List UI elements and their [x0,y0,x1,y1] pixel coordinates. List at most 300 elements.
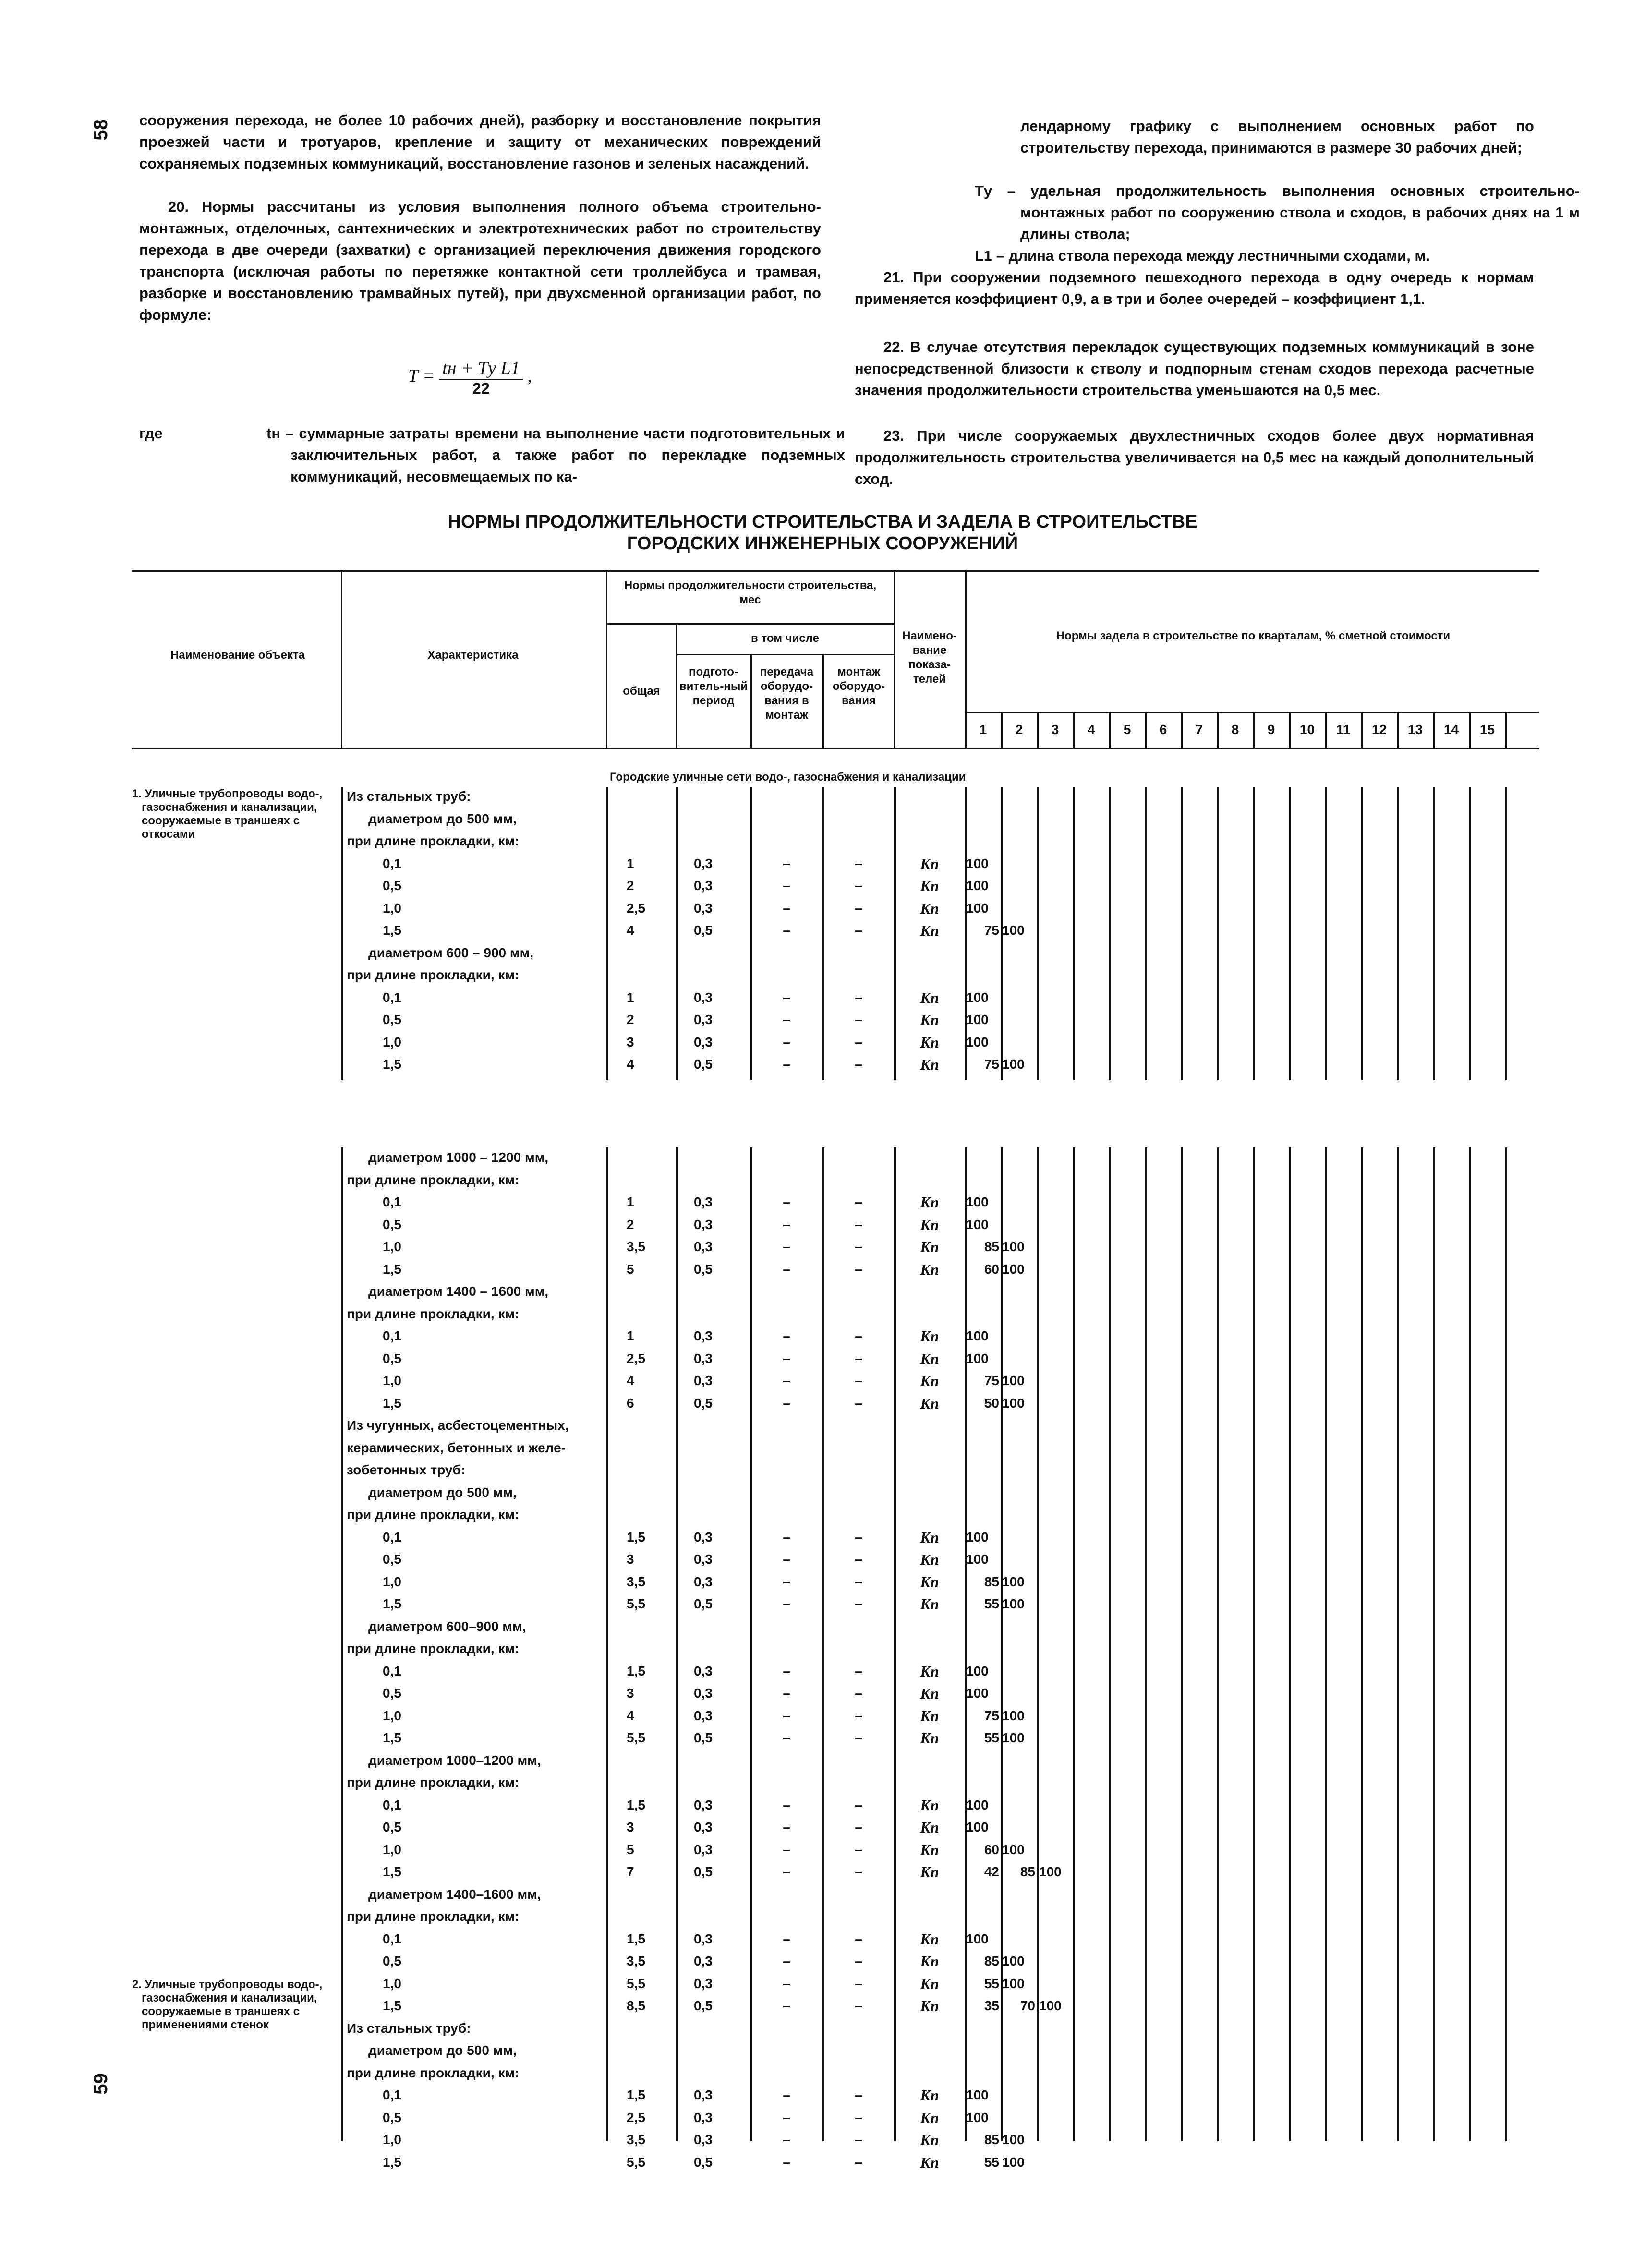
body-column-divider [1181,787,1183,1080]
transfer-cell: – [783,1057,790,1072]
body-column-divider [1145,1147,1147,2141]
total-cell: 1,5 [627,1797,645,1812]
characteristic-cell: диаметром 1400 – 1600 мм, [368,1284,549,1299]
body-column-divider [606,787,608,1080]
preparatory-cell: 0,3 [694,1351,713,1366]
quarter-1-cell: 100 [966,900,989,916]
quarter-1-cell: 100 [966,1328,989,1343]
characteristic-cell: при длине прокладки, км: [347,2065,520,2080]
total-cell: 1,5 [627,1663,645,1678]
table-title-line-2: ГОРОДСКИХ ИНЖЕНЕРНЫХ СООРУЖЕНИЙ [627,533,1018,554]
quarter-1-cell: 100 [966,1351,989,1366]
total-cell: 1,5 [627,2087,645,2102]
preparatory-cell: 0,3 [694,2087,713,2102]
mounting-cell: – [855,1012,862,1027]
l1-definition: L1 – длина ствола перехода между лестничными сходами, м. [975,247,1430,264]
total-cell: 7 [627,1864,634,1879]
transfer-cell: – [783,1730,790,1745]
body-column-divider [1217,787,1219,1080]
characteristic-cell: 0,5 [383,1686,401,1701]
transfer-cell: – [783,1194,790,1209]
quarter-label: 5 [1123,722,1131,737]
characteristic-cell: 1,5 [383,1057,401,1072]
quarter-label: 7 [1195,722,1203,737]
total-cell: 3 [627,1686,634,1701]
where-label: где [139,425,163,442]
body-column-divider [1037,1147,1039,2141]
characteristic-cell: при длине прокладки, км: [347,1775,520,1790]
characteristic-cell: 1,0 [383,1239,401,1254]
mounting-cell: – [855,1686,862,1701]
body-column-divider [341,1147,343,2141]
mounting-cell: – [855,878,862,893]
quarter-1-cell: 100 [966,1012,989,1027]
preparatory-cell: 0,3 [694,1034,713,1050]
indicator-cell: Kп [920,1975,939,1992]
mounting-cell: – [855,1034,862,1050]
mounting-cell: – [855,1373,862,1388]
total-cell: 2,5 [627,900,645,916]
preparatory-cell: 0,5 [694,1395,713,1411]
preparatory-cell: 0,3 [694,856,713,871]
preparatory-cell: 0,3 [694,1797,713,1812]
transfer-cell: – [783,1596,790,1611]
total-cell: 4 [627,1057,634,1072]
characteristic-cell: 0,1 [383,1663,401,1678]
quarter-2-cell: 100 [1002,1057,1025,1072]
total-cell: 2 [627,1217,634,1232]
transfer-cell: – [783,2132,790,2147]
transfer-cell: – [783,1797,790,1812]
characteristic-cell: диаметром до 500 мм, [368,1484,517,1500]
indicator-cell: Kп [920,1551,939,1568]
mounting-cell: – [855,1730,862,1745]
transfer-cell: – [783,1686,790,1701]
body-column-divider [1505,1147,1507,2141]
indicator-cell: Kп [920,1194,939,1211]
total-cell: 2,5 [627,2110,645,2125]
quarter-label: 14 [1443,722,1459,737]
indicator-cell: Kп [920,877,939,894]
header-indicator: Наимено-вание показа-телей [902,629,957,686]
preparatory-cell: 0,3 [694,1663,713,1678]
preparatory-cell: 0,3 [694,1552,713,1567]
mounting-cell: – [855,2154,862,2170]
object-1-name: 1. Уличные трубопроводы водо-, газоснабжения и канализации, сооружаемые в траншеях с откосами [132,787,323,841]
characteristic-cell: при длине прокладки, км: [347,967,520,982]
characteristic-cell: 1,5 [383,923,401,938]
transfer-cell: – [783,1954,790,1968]
characteristic-cell: 0,1 [383,856,401,871]
total-cell: 3,5 [627,2132,645,2147]
quarter-1-cell: 85 [984,2132,999,2147]
mounting-cell: – [855,1976,862,1991]
indicator-cell: Kп [920,1033,939,1051]
indicator-cell: Kп [920,1394,939,1412]
quarter-label: 15 [1479,722,1495,737]
quarter-column-divider [1505,712,1507,748]
body-column-divider [1073,1147,1075,2141]
transfer-cell: – [783,1261,790,1277]
characteristic-cell: 0,5 [383,1012,401,1027]
mounting-cell: – [855,1931,862,1946]
characteristic-cell: 1,5 [383,2154,401,2170]
quarter-2-cell: 70 [1020,1998,1035,2013]
header-including: в том числе [751,632,819,645]
mounting-cell: – [855,1057,862,1072]
quarter-label: 10 [1299,722,1315,737]
preparatory-cell: 0,3 [694,1217,713,1232]
indicator-cell: Kп [920,1819,939,1836]
quarter-2-cell: 100 [1002,2132,1025,2147]
characteristic-cell: 1,0 [383,1574,401,1589]
indicator-cell: Kп [920,1595,939,1613]
section-title: Городские уличные сети водо-, газоснабжения и канализации [610,771,966,784]
quarter-2-cell: 100 [1002,1708,1025,1723]
preparatory-cell: 0,3 [694,1194,713,1209]
quarter-1-cell: 100 [966,878,989,893]
transfer-cell: – [783,878,790,893]
characteristic-cell: диаметром 600–900 мм, [368,1618,526,1634]
total-cell: 3 [627,1820,634,1834]
formula-denominator: 22 [472,380,490,397]
quarter-2-cell: 100 [1002,1842,1025,1857]
quarter-1-cell: 100 [966,1931,989,1946]
characteristic-cell: 1,5 [383,1730,401,1745]
indicator-cell: Kп [920,1327,939,1345]
total-cell: 4 [627,1708,634,1723]
indicator-cell: Kп [920,899,939,917]
body-column-divider [1109,787,1111,1080]
preparatory-cell: 0,3 [694,1574,713,1589]
preparatory-cell: 0,3 [694,1708,713,1723]
characteristic-cell: 0,5 [383,1954,401,1968]
body-column-divider [1325,787,1327,1080]
body-column-divider [1361,787,1363,1080]
transfer-cell: – [783,1663,790,1678]
transfer-cell: – [783,989,790,1005]
mounting-cell: – [855,923,862,938]
characteristic-cell: 1,0 [383,1976,401,1991]
quarter-label: 9 [1267,722,1275,737]
indicator-cell: Kп [920,1863,939,1881]
quarter-label: 11 [1336,722,1351,737]
mounting-cell: – [855,1864,862,1879]
quarter-2-cell: 100 [1002,1239,1025,1254]
characteristic-cell: 0,5 [383,1820,401,1834]
body-column-divider [1145,787,1147,1080]
characteristic-cell: 0,5 [383,878,401,893]
quarter-1-cell: 55 [984,2154,999,2170]
total-cell: 3,5 [627,1954,645,1968]
mounting-cell: – [855,1328,862,1343]
quarter-2-cell: 100 [1002,1395,1025,1411]
body-column-divider [1469,787,1471,1080]
characteristic-cell: 0,1 [383,1931,401,1946]
preparatory-cell: 0,3 [694,900,713,916]
preparatory-cell: 0,5 [694,1730,713,1745]
characteristic-cell: 0,1 [383,1529,401,1544]
characteristic-cell: 0,1 [383,1797,401,1812]
characteristic-cell: 0,1 [383,2087,401,2102]
indicator-cell: Kп [920,1953,939,1970]
mounting-cell: – [855,1842,862,1857]
characteristic-cell: Из чугунных, асбестоцементных, [347,1418,569,1433]
quarter-1-cell: 55 [984,1976,999,1991]
body-column-divider [1361,1147,1363,2141]
quarter-1-cell: 75 [984,1373,999,1388]
transfer-cell: – [783,2154,790,2170]
quarter-1-cell: 100 [966,1194,989,1209]
characteristic-cell: диаметром до 500 мм, [368,2043,517,2058]
mounting-cell: – [855,2110,862,2125]
total-cell: 3 [627,1034,634,1050]
quarter-2-cell: 100 [1002,2154,1025,2170]
body-column-divider [1217,1147,1219,2141]
transfer-cell: – [783,1395,790,1411]
characteristic-cell: 0,5 [383,1351,401,1366]
quarter-2-cell: 100 [1002,923,1025,938]
indicator-cell: Kп [920,1997,939,2015]
characteristic-cell: при длине прокладки, км: [347,833,520,848]
quarter-label: 13 [1407,722,1423,737]
transfer-cell: – [783,1864,790,1879]
mounting-cell: – [855,1351,862,1366]
mounting-cell: – [855,989,862,1005]
preparatory-cell: 0,3 [694,1373,713,1388]
tn-definition: tн – суммарные затраты времени на выполнение части подготовительных и заключительных работ, а также работ по перекладке подземных коммуникаций, несовмещаемых по ка- [266,425,845,485]
paragraph-21: 21. При сооружении подземного пешеходного перехода в одну очередь к нормам применяется коэффициент 0,9, а в три и более очередей – коэффициент 1,1. [855,269,1534,307]
paragraph-22: 22. В случае отсутствия перекладок существующих подземных коммуникаций в зоне непосредственной близости к стволу и подпорным стенам сходов перехода расчетные значения продолжительности строительства уменьшаются на 0,5 мес. [855,338,1534,398]
quarter-label: 4 [1087,722,1095,737]
quarter-1-cell: 100 [966,1820,989,1834]
total-cell: 5 [627,1842,634,1857]
preparatory-cell: 0,5 [694,1596,713,1611]
characteristic-cell: 1,0 [383,900,401,916]
preparatory-cell: 0,3 [694,989,713,1005]
transfer-cell: – [783,1708,790,1723]
mounting-cell: – [855,1574,862,1589]
mounting-cell: – [855,1395,862,1411]
quarter-1-cell: 75 [984,923,999,938]
characteristic-cell: 0,1 [383,989,401,1005]
body-column-divider [1505,787,1507,1080]
indicator-cell: Kп [920,2153,939,2171]
mounting-cell: – [855,1998,862,2013]
total-cell: 2,5 [627,1351,645,1366]
preparatory-cell: 0,5 [694,1998,713,2013]
mounting-cell: – [855,1596,862,1611]
body-column-divider [1289,787,1291,1080]
preparatory-cell: 0,3 [694,2110,713,2125]
indicator-cell: Kп [920,1707,939,1725]
characteristic-cell: при длине прокладки, км: [347,1507,520,1522]
quarter-1-cell: 100 [966,2087,989,2102]
quarter-1-cell: 75 [984,1057,999,1072]
indicator-cell: Kп [920,1372,939,1389]
quarter-3-cell: 100 [1039,1998,1062,2013]
quarter-2-cell: 100 [1002,1954,1025,1968]
transfer-cell: – [783,856,790,871]
transfer-cell: – [783,1552,790,1567]
transfer-cell: – [783,1034,790,1050]
quarter-1-cell: 100 [966,1034,989,1050]
quarter-2-cell: 100 [1002,1976,1025,1991]
quarter-2-cell: 100 [1002,1261,1025,1277]
quarter-1-cell: 100 [966,1797,989,1812]
quarter-1-cell: 60 [984,1842,999,1857]
total-cell: 1 [627,1328,634,1343]
mounting-cell: – [855,900,862,916]
characteristic-cell: 0,1 [383,1194,401,1209]
mounting-cell: – [855,1552,862,1567]
transfer-cell: – [783,900,790,916]
indicator-cell: Kп [920,1841,939,1858]
quarter-1-cell: 100 [966,856,989,871]
characteristic-cell: 1,5 [383,1864,401,1879]
characteristic-cell: 1,5 [383,1596,401,1611]
body-column-divider [1325,1147,1327,2141]
preparatory-cell: 0,3 [694,1820,713,1834]
total-cell: 5,5 [627,1976,645,1991]
indicator-cell: Kп [920,1930,939,1948]
mounting-cell: – [855,1954,862,1968]
transfer-cell: – [783,1529,790,1544]
header-backlog: Нормы задела в строительстве по кварталам, % сметной стоимости [1056,629,1451,642]
preparatory-cell: 0,3 [694,1239,713,1254]
total-cell: 1 [627,856,634,871]
body-column-divider [1073,787,1075,1080]
total-cell: 2 [627,1012,634,1027]
preparatory-cell: 0,3 [694,878,713,893]
total-cell: 4 [627,923,634,938]
quarter-2-cell: 100 [1002,1373,1025,1388]
body-column-divider [1253,787,1255,1080]
indicator-cell: Kп [920,1238,939,1255]
body-column-divider [965,1147,967,2141]
transfer-cell: – [783,1373,790,1388]
preparatory-cell: 0,3 [694,1529,713,1544]
mounting-cell: – [855,1217,862,1232]
quarter-label: 12 [1371,722,1387,737]
total-cell: 8,5 [627,1998,645,2013]
characteristic-cell: диаметром 600 – 900 мм, [368,945,534,960]
total-cell: 1,5 [627,1931,645,1946]
transfer-cell: – [783,1351,790,1366]
characteristic-cell: 1,0 [383,1708,401,1723]
preparatory-cell: 0,3 [694,1686,713,1701]
body-column-divider [1397,787,1399,1080]
indicator-cell: Kп [920,1573,939,1591]
quarter-2-cell: 100 [1002,1574,1025,1589]
characteristic-cell: 1,5 [383,1395,401,1411]
quarter-1-cell: 85 [984,1954,999,1968]
page-number-bottom: 59 [90,2073,111,2095]
mounting-cell: – [855,1820,862,1834]
preparatory-cell: 0,5 [694,1057,713,1072]
mounting-cell: – [855,1708,862,1723]
transfer-cell: – [783,1239,790,1254]
preparatory-cell: 0,3 [694,1328,713,1343]
transfer-cell: – [783,2110,790,2125]
quarter-label: 1 [979,722,987,737]
quarter-2-cell: 100 [1002,1730,1025,1745]
body-column-divider [1253,1147,1255,2141]
body-column-divider [1433,1147,1435,2141]
ty-definition: Tу – удельная продолжительность выполнения основных строительно-монтажных работ по сооружению ствола и сходов, в рабочих днях на 1 м длины ствола; [975,182,1580,242]
mounting-cell: – [855,2132,862,2147]
transfer-cell: – [783,1012,790,1027]
indicator-cell: Kп [920,2131,939,2148]
quarter-1-cell: 100 [966,989,989,1005]
quarter-1-cell: 60 [984,1261,999,1277]
characteristic-cell: 0,5 [383,1552,401,1567]
body-column-divider [1433,787,1435,1080]
left-paragraph-cont: сооружения перехода, не более 10 рабочих дней), разборку и восстановление покрытия проезжей части и тротуаров, крепление и защиту от механических повреждений сохраняемых подземных коммуникаций, восстановление газонов и зеленых насаждений. [139,112,821,172]
header-mounting: монтаж оборудо-вания [832,665,885,707]
header-total: общая [623,685,660,698]
quarter-1-cell: 85 [984,1574,999,1589]
indicator-cell: Kп [920,1528,939,1546]
formula-numerator: tн + Tу L1 [439,358,523,380]
quarter-1-cell: 100 [966,1663,989,1678]
indicator-cell: Kп [920,855,939,872]
characteristic-cell: при длине прокладки, км: [347,1172,520,1187]
indicator-cell: Kп [920,2109,939,2126]
quarter-2-cell: 100 [1002,1596,1025,1611]
mounting-cell: – [855,1194,862,1209]
characteristic-cell: 0,1 [383,1328,401,1343]
mounting-cell: – [855,1797,862,1812]
mounting-cell: – [855,1529,862,1544]
transfer-cell: – [783,1820,790,1834]
right-paragraph-cont: лендарному графику с выполнением основных работ по строительству перехода, принимаются в размере 30 рабочих дней; [1020,118,1534,156]
table-title-line-1: НОРМЫ ПРОДОЛЖИТЕЛЬНОСТИ СТРОИТЕЛЬСТВА И ЗАДЕЛА В СТРОИТЕЛЬСТВЕ [448,512,1197,532]
preparatory-cell: 0,5 [694,1864,713,1879]
indicator-cell: Kп [920,1729,939,1747]
object-2-name: 2. Уличные трубопроводы водо-, газоснабжения и канализации, сооружаемые в траншеях с применениями стенок [132,1978,323,2031]
mounting-cell: – [855,1239,862,1254]
body-column-divider [606,1147,608,2141]
characteristic-cell: при длине прокладки, км: [347,1909,520,1924]
total-cell: 3,5 [627,1574,645,1589]
characteristic-cell: керамических, бетонных и желе- [347,1440,566,1455]
characteristic-cell: диаметром до 500 мм, [368,811,517,826]
body-column-divider [341,787,343,1080]
body-column-divider [676,787,678,1080]
body-column-divider [1109,1147,1111,2141]
preparatory-cell: 0,5 [694,923,713,938]
body-column-divider [894,1147,896,2141]
characteristic-cell: Из стальных труб: [347,2020,471,2036]
characteristic-cell: Из стальных труб: [347,789,471,804]
preparatory-cell: 0,3 [694,1954,713,1968]
quarter-1-cell: 85 [984,1239,999,1254]
preparatory-cell: 0,3 [694,1931,713,1946]
transfer-cell: – [783,1328,790,1343]
quarter-label: 6 [1159,722,1167,737]
total-cell: 5,5 [627,1730,645,1745]
mounting-cell: – [855,1663,862,1678]
preparatory-cell: 0,5 [694,2154,713,2170]
body-column-divider [676,1147,678,2141]
transfer-cell: – [783,2087,790,2102]
total-cell: 3,5 [627,1239,645,1254]
characteristic-cell: диаметром 1400–1600 мм, [368,1886,541,1902]
characteristic-cell: 1,0 [383,1034,401,1050]
indicator-cell: Kп [920,2087,939,2104]
transfer-cell: – [783,1998,790,2013]
